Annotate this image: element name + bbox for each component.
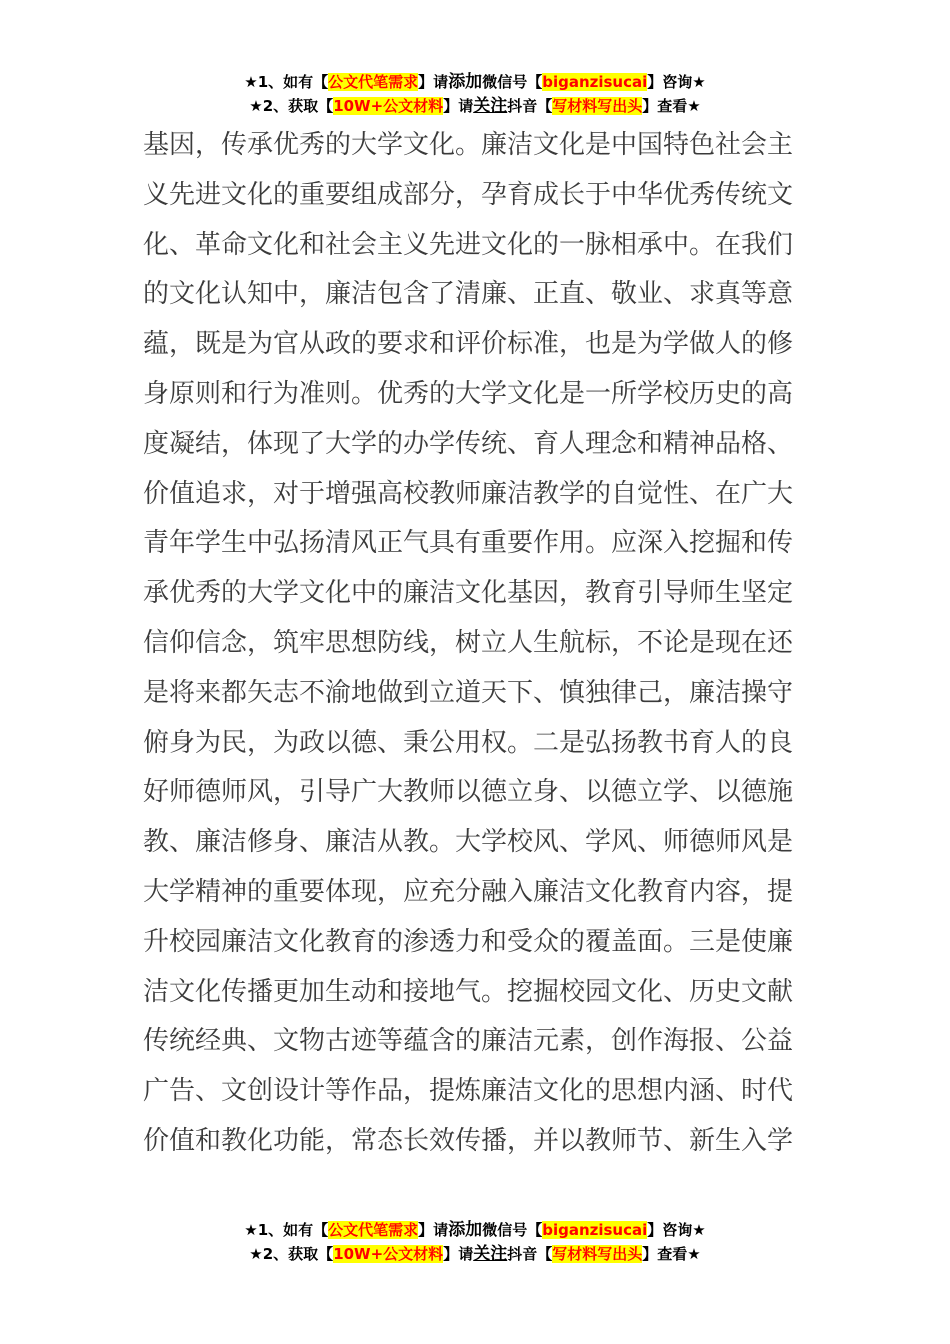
body-line: 身原则和行为准则。优秀的大学文化是一所学校历史的高	[143, 378, 794, 409]
banner-emphasis-follow: 关注	[473, 96, 508, 116]
body-line: 是将来都矢志不渝地做到立道天下、慎独律己，廉洁操守	[143, 677, 794, 708]
banner-line-2-mid1: 】请	[443, 97, 474, 115]
footer-line-2-mid2: 抖音【	[507, 1245, 553, 1263]
banner-line-2-suffix: 】查看★	[642, 97, 701, 115]
footer-tag-materials: 10W+公文材料	[333, 1245, 444, 1263]
footer-tag-douyin-account: 写材料写出头	[552, 1245, 643, 1263]
banner-line-2-mid2: 抖音【	[507, 97, 553, 115]
banner-line-1-mid1: 】请	[418, 73, 449, 91]
footer-banner-line-2	[0, 1242, 950, 1266]
footer-emphasis-follow: 关注	[473, 1244, 508, 1264]
document-body	[143, 121, 813, 1167]
body-line: 价值和教化功能，常态长效传播，并以教师节、新生入学	[143, 1125, 794, 1156]
footer-banner-line-1	[0, 1218, 950, 1242]
footer-line-1-prefix: ★1、如有【	[244, 1221, 329, 1239]
footer-line-1-mid1: 】请	[418, 1221, 449, 1239]
body-line: 价值追求，对于增强高校教师廉洁教学的自觉性、在广大	[143, 478, 794, 509]
footer-tag-writing-service: 公文代笔需求	[328, 1221, 419, 1239]
banner-line-2	[0, 94, 950, 118]
banner-tag-writing-service: 公文代笔需求	[328, 73, 419, 91]
footer-emphasis-add: 添加	[448, 1220, 483, 1240]
body-line: 蕴，既是为官从政的要求和评价标准，也是为学做人的修	[143, 329, 794, 360]
banner-emphasis-add: 添加	[448, 72, 483, 92]
body-line: 教、廉洁修身、廉洁从教。大学校风、学风、师德师风是	[143, 827, 794, 858]
body-line: 信仰信念，筑牢思想防线，树立人生航标，不论是现在还	[143, 627, 794, 658]
body-line: 好师德师风，引导广大教师以德立身、以德立学、以德施	[143, 777, 794, 808]
footer-line-1-mid2: 微信号【	[482, 1221, 543, 1239]
body-line: 俯身为民，为政以德、秉公用权。二是弘扬教书育人的良	[143, 727, 794, 758]
body-line: 的文化认知中，廉洁包含了清廉、正直、敬业、求真等意	[143, 279, 794, 310]
body-line: 洁文化传播更加生动和接地气。挖掘校园文化、历史文献	[143, 976, 794, 1007]
body-line: 青年学生中弘扬清风正气具有重要作用。应深入挖掘和传	[143, 528, 794, 559]
body-line: 传统经典、文物古迹等蕴含的廉洁元素，创作海报、公益	[143, 1026, 794, 1057]
footer-tag-wechat-id: biganzisucai	[542, 1221, 648, 1239]
footer-banner	[0, 1218, 950, 1266]
footer-line-2-prefix: ★2、获取【	[249, 1245, 334, 1263]
body-line: 化、革命文化和社会主义先进文化的一脉相承中。在我们	[143, 229, 794, 260]
banner-line-2-prefix: ★2、获取【	[249, 97, 334, 115]
banner-line-1-mid2: 微信号【	[482, 73, 543, 91]
body-line: 承优秀的大学文化中的廉洁文化基因，教育引导师生坚定	[143, 578, 794, 609]
body-line: 基因，传承优秀的大学文化。廉洁文化是中国特色社会主	[143, 130, 794, 160]
banner-line-1	[0, 70, 950, 94]
body-line: 大学精神的重要体现，应充分融入廉洁文化教育内容，提	[143, 876, 794, 907]
banner-tag-materials: 10W+公文材料	[333, 97, 444, 115]
body-line: 度凝结，体现了大学的办学传统、育人理念和精神品格、	[143, 428, 794, 459]
header-banner	[0, 70, 950, 118]
banner-line-1-prefix: ★1、如有【	[244, 73, 329, 91]
body-line: 义先进文化的重要组成部分，孕育成长于中华优秀传统文	[143, 179, 794, 210]
footer-line-2-suffix: 】查看★	[642, 1245, 701, 1263]
banner-tag-wechat-id: biganzisucai	[542, 73, 648, 91]
banner-line-1-suffix: 】咨询★	[647, 73, 706, 91]
footer-line-1-suffix: 】咨询★	[647, 1221, 706, 1239]
body-line: 广告、文创设计等作品，提炼廉洁文化的思想内涵、时代	[143, 1076, 794, 1107]
footer-line-2-mid1: 】请	[443, 1245, 474, 1263]
banner-tag-douyin-account: 写材料写出头	[552, 97, 643, 115]
body-line: 升校园廉洁文化教育的渗透力和受众的覆盖面。三是使廉	[143, 926, 794, 957]
